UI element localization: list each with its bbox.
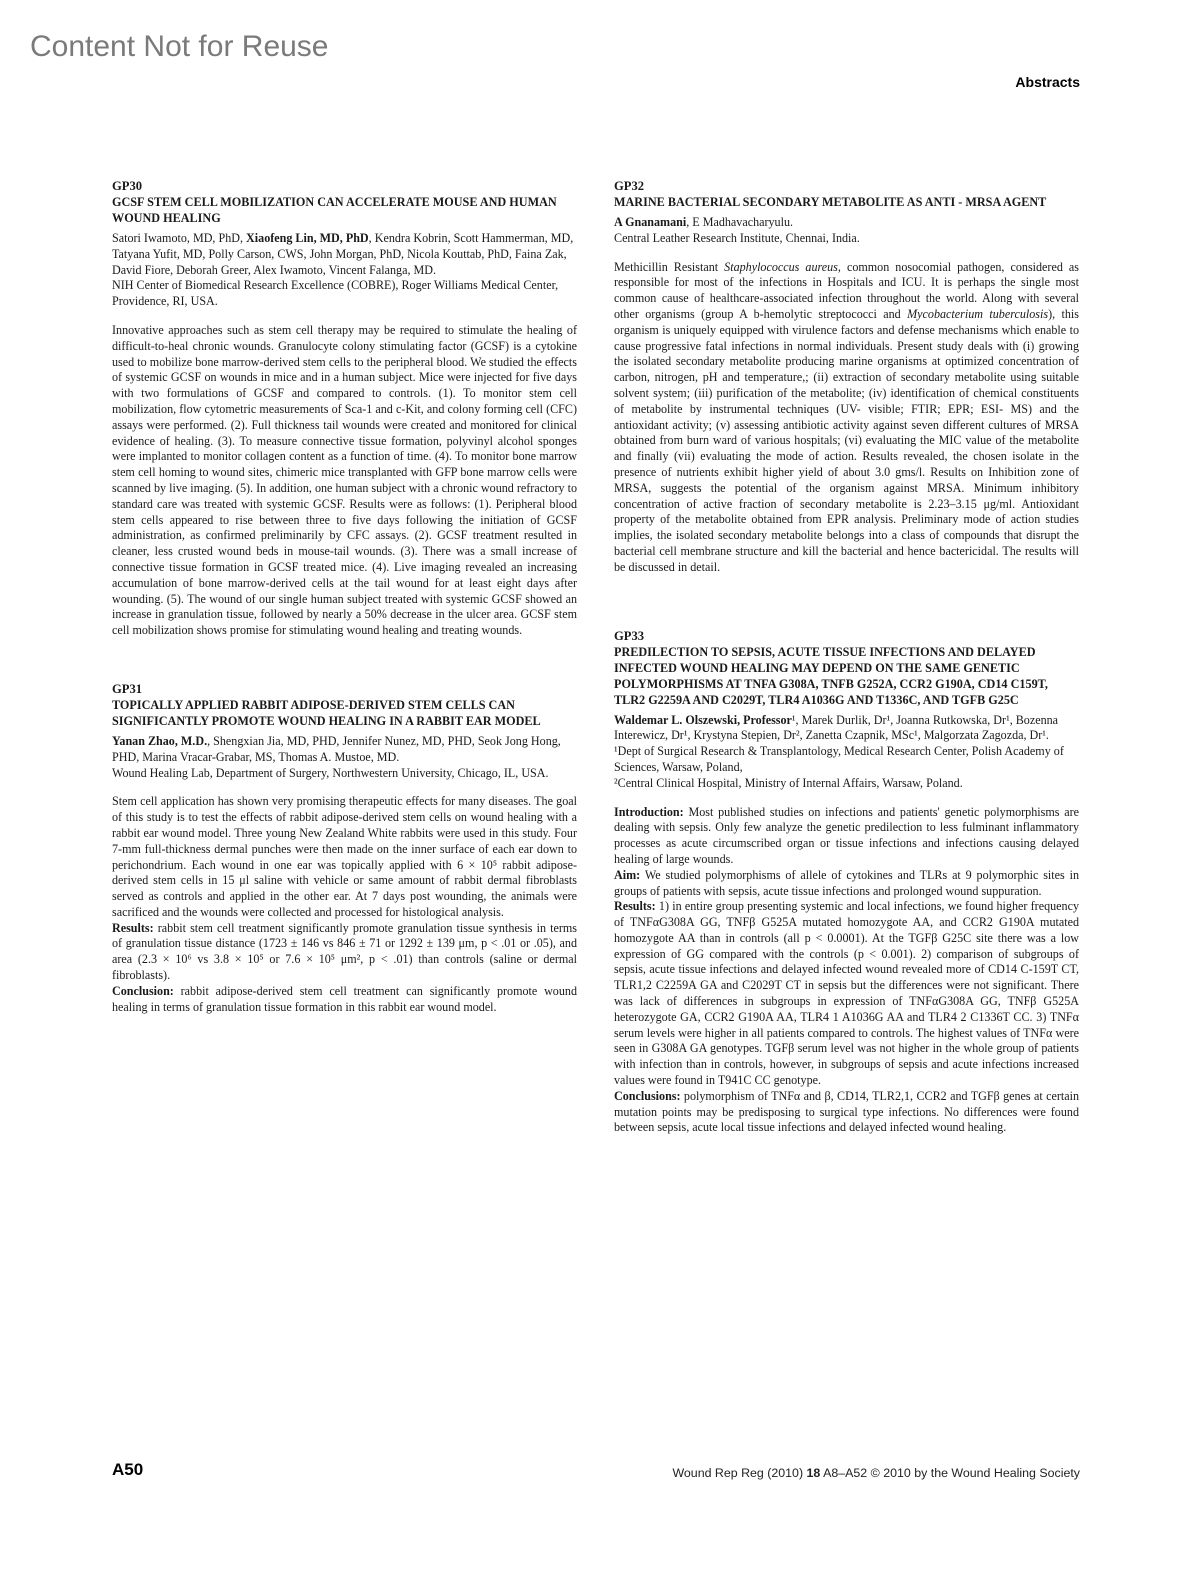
presenting-author: A Gnanamani [614, 215, 687, 229]
authors-text: , E Madhavacharyulu. [686, 215, 794, 229]
abstract-title: GCSF STEM CELL MOBILIZATION CAN ACCELERATE MOUSE AND HUMAN WOUND HEALING [112, 195, 557, 225]
abstract-title: MARINE BACTERIAL SECONDARY METABOLITE AS ANTI - MRSA AGENT [614, 195, 1047, 209]
conclusion-label: Conclusion: [112, 983, 174, 998]
abstract-body [614, 805, 1079, 1137]
authors-text: , Shengxian Jia, MD, PHD, Jennifer Nunez, MD, PHD, Seok Jong Hong, PHD, Marina Vracar-Grabar, MS, Thomas A. Mustoe, MD. [112, 733, 561, 764]
conclusion-paragraph [112, 984, 577, 1016]
abstract-affiliation: Wound Healing Lab, Department of Surgery, Northwestern University, Chicago, IL, USA. [112, 765, 549, 780]
watermark: Content Not for Reuse [30, 30, 329, 63]
journal-name: Wound Rep Reg (2010) [672, 1466, 804, 1480]
species-name: Mycobacterium tuberculosis [907, 306, 1049, 321]
abstract-gp33 [614, 628, 1079, 1137]
abstract-title: PREDILECTION TO SEPSIS, ACUTE TISSUE INFECTIONS AND DELAYED INFECTED WOUND HEALING MAY DEPEND ON THE SAME GENETIC POLYMORPHISMS AT TNFA G308A, TNFB G252A, CCR2 G190A, CD14 C159T, TLR2 G2259A AND C2029T, TLR4 A1036G AND T1336C, AND TGFB G25C [614, 644, 1048, 707]
left-column [112, 178, 577, 1015]
introduction-paragraph [614, 805, 1079, 868]
results-label: Results: [112, 920, 154, 935]
conclusions-paragraph [614, 1089, 1079, 1136]
abstract-title: TOPICALLY APPLIED RABBIT ADIPOSE-DERIVED STEM CELLS CAN SIGNIFICANTLY PROMOTE WOUND HEALING IN A RABBIT EAR MODEL [112, 697, 541, 728]
journal-citation [672, 1466, 1080, 1480]
abstract-paragraph: Stem cell application has shown very promising therapeutic effects for many diseases. The goal of this study is to test the effects of rabbit adipose-derived stem cells on wound healing with a rabbit ear wound model. Three young New Zealand White rabbits were used in this study. Four 7-mm full-thickness dermal punches were then made on the inner surface of each ear down to perichondrium. Each wound in one ear was topically applied with 6 × 10⁵ rabbit adipose-derived stem cells in 15 μl saline with vehicle or same amount of rabbit dermal fibroblasts served as controls and applied in the other ear. At 7 days post wounding, the animals were sacrificed and the wounds were collected and processed for histological analysis. [112, 794, 577, 919]
body-text: , common nosocomial pathogen, considered as responsible for most of the infections in Hospitals and ICU. It is perhaps the single most common cause of healthcare-associated infection throughout the world. Along with several other organisms (group A b-hemolytic streptococci and [614, 259, 1079, 321]
conclusions-label: Conclusions: [614, 1088, 681, 1103]
results-paragraph [112, 921, 577, 984]
presenting-author: Waldemar L. Olszewski, Professor [614, 712, 792, 727]
aim-paragraph [614, 868, 1079, 900]
results-paragraph [614, 899, 1079, 1089]
presenting-author: Xiaofeng Lin, MD, PhD [246, 231, 369, 245]
abstract-affiliation: NIH Center of Biomedical Research Excellence (COBRE), Roger Williams Medical Center, Providence, RI, USA. [112, 278, 559, 309]
abstract-id: GP33 [614, 628, 645, 643]
abstract-affiliation: Central Leather Research Institute, Chennai, India. [614, 230, 860, 245]
abstract-body [112, 323, 577, 639]
abstract-gp32 [614, 178, 1079, 576]
abstract-affiliation: ¹Dept of Surgical Research & Transplantology, Medical Research Center, Polish Academy of Sciences, Warsaw, Poland, [614, 744, 1064, 774]
abstract-paragraph [614, 260, 1079, 576]
abstract-id: GP32 [614, 179, 645, 193]
abstract-gp30 [112, 178, 577, 639]
abstract-authors [112, 231, 577, 278]
journal-pages: A8–A52 [823, 1466, 868, 1480]
introduction-text: Most published studies on infections and patients' genetic polymorphisms are dealing with sepsis. Only few analyze the genetic predilection to less fulminant inflammatory processes as acute circumscribed organ or tissue infections and infections causing delayed healing of large wounds. [614, 804, 1079, 866]
conclusion-text: rabbit adipose-derived stem cell treatment can significantly promote wound healing in terms of granulation tissue formation in this rabbit ear wound model. [112, 983, 577, 1014]
copyright-text: © 2010 by the Wound Healing Society [870, 1466, 1080, 1480]
page-number: A50 [112, 1460, 144, 1479]
abstract-body [112, 794, 577, 1015]
abstract-body [614, 260, 1079, 576]
body-text: ), this organism is uniquely equipped with virulence factors and defense mechanisms which enable to cause progressive fatal infections in normal individuals. Present study deals with (i) growing the isolated secondary metabolite producing marine organisms at optimized concentration of carbon, nitrogen, pH and temperature,; (ii) extraction of secondary metabolite using suitable solvent system; (iii) purification of the metabolite; (iv) identification of chemical constituents of metabolite by instrumental techniques (UV- visible; FTIR; EPR; ESI- MS) and the antioxidant activity; (v) assessing antibiotic activity against seven different cultures of MRSA obtained from burn ward of various hospitals; (vi) evaluating the MIC value of the metabolite and finally (vii) evaluating the mode of action. Results revealed, the chosen isolate in the presence of nutrients exhibit higher yield of about 3.0 gms/l. Results on Inhibition zone of MRSA, suggests the potential of the organism against MRSA. Minimum inhibitory concentration of active fraction of secondary metabolite is 2.23–3.15 μg/ml. Antioxidant property of the metabolite obtained from EPR analysis. Preliminary mode of action studies implies, the isolated secondary metabolite belongs into a class of compounds that disrupt the bacterial cell membrane structure and kill the bacterial and hence bactericidal. The results will be discussed in detail. [614, 306, 1079, 574]
abstract-gp31 [112, 681, 577, 1016]
results-text: 1) in entire group presenting systemic and local infections, we found higher frequency of TNFαG308A GG, TNFβ G525A mutated homozygote AA, and CCR2 G190A mutated homozygote AA than in controls (all p < 0.0001). At the TGFβ G25C site there was a low expression of GG compared with the controls (p < 0.001). 2) comparison of subgroups of sepsis, acute tissue infections and delayed infected wound revealed more of CD14 C-159T CT, TLR1,2 C2259A GA and C2029T CT in sepsis but the differences were not significant. There was lack of differences in subgroups in expression of TNFαG308A GG, TNFβ G525A heterozygote GA, CCR2 G190A AA, TLR4 1 A1036G AA and TLR4 2 C1336T CC. 3) TNFα serum levels were higher in all patients compared to controls. The highest values of TNFα were seen in G308A GA genotypes. TGFβ serum level was not higher in the whole group of patients with infection than in controls, however, in subgroups of sepsis and acute infections increased values were found in T941C CC genotype. [614, 899, 1079, 1088]
introduction-label: Introduction: [614, 804, 684, 819]
conclusions-text: polymorphism of TNFα and β, CD14, TLR2,1, CCR2 and TGFβ genes at certain mutation points may be predisposing to surgical type infections. No differences were found between sepsis, acute local tissue infections and delayed infected wound healing. [614, 1088, 1079, 1135]
abstract-id: GP30 [112, 179, 143, 193]
presenting-author: Yanan Zhao, M.D. [112, 733, 208, 748]
abstract-authors [614, 215, 1079, 231]
aim-text: We studied polymorphisms of allele of cytokines and TLRs at 9 polymorphic sites in groups of patients with sepsis, acute tissue infections and prolonged wound suppuration. [614, 867, 1079, 898]
abstract-authors [112, 734, 577, 766]
abstract-id: GP31 [112, 681, 143, 696]
results-label: Results: [614, 899, 656, 914]
species-name: Staphylococcus aureus [724, 259, 838, 274]
results-text: rabbit stem cell treatment significantly promote granulation tissue synthesis in terms of granulation tissue distance (1723 ± 146 vs 846 ± 71 or 1292 ± 139 μm, p < .01 or .05), and area (2.3 × 10⁶ vs 3.8 × 10⁵ or 7.6 × 10⁵ μm², p < .01) than controls (saline or dermal fibroblasts). [112, 920, 577, 983]
abstract-paragraph: Innovative approaches such as stem cell therapy may be required to stimulate the healing of difficult-to-heal chronic wounds. Granulocyte colony stimulating factor (GCSF) is a cytokine used to mobilize bone marrow-derived stem cells to the peripheral blood. We studied the effects of systemic GCSF on wounds in mice and in a human subject. Mice were injected for five days with two formulations of GCSF and compared to controls. (1). To monitor stem cell mobilization, flow cytometric measurements of Sca-1 and c-Kit, and colony forming cell (CFC) assays were performed. (2). Full thickness tail wounds were created and monitored for clinical evidence of healing. (3). To measure connective tissue formation, polyvinyl alcohol sponges were implanted to monitor collagen content as a function of time. (4). To monitor bone marrow stem cell homing to wound sites, chimeric mice transplanted with GFP bone marrow cells were scanned by live imaging. (5). In addition, one human subject with a chronic wound refractory to standard care was treated with systemic GCSF. Results were as follows: (1). Peripheral blood stem cells appeared to rise between three to five days following the initiation of GCSF administration, as confirmed preliminarily by CFC assays. (2). GCSF treatment resulted in cleaner, less crusted wound beds in mouse-tail wounds. (3). There was a small increase of connective tissue formation in GCSF treated mice. (4). Live imaging revealed an increasing accumulation of bone marrow-derived cells at the tail wound for at least eight days after wounding. (5). The wound of our single human subject treated with systemic GCSF showed an increase in granulation tissue, followed by nearly a 50% decrease in the ulcer area. GCSF stem cell mobilization shows promise for stimulating wound healing and treating wounds. [112, 322, 577, 638]
authors-text: , Kendra Kobrin, Scott Hammerman, MD, Tatyana Yufit, MD, Polly Carson, CWS, John Morgan, PhD, Nicola Kouttab, PhD, Faina Zak, David Fiore, Deborah Greer, Alex Iwamoto, Vincent Falanga, MD. [112, 231, 574, 277]
authors-text: Satori Iwamoto, MD, PhD, [112, 231, 247, 245]
abstract-authors [614, 713, 1079, 745]
aim-label: Aim: [614, 867, 641, 882]
journal-volume: 18 [806, 1466, 821, 1480]
running-head: Abstracts [1015, 74, 1080, 90]
body-text: Methicillin Resistant [614, 259, 725, 274]
abstract-affiliation: ²Central Clinical Hospital, Ministry of Internal Affairs, Warsaw, Poland. [614, 775, 963, 790]
right-column [614, 178, 1079, 1136]
authors-text: ¹, Marek Durlik, Dr¹, Joanna Rutkowska, Dr¹, Bozenna Interewicz, Dr¹, Krystyna Stepien, Dr², Zanetta Czapnik, MSc¹, Malgorzata Zagozda, Dr¹. [614, 712, 1059, 743]
